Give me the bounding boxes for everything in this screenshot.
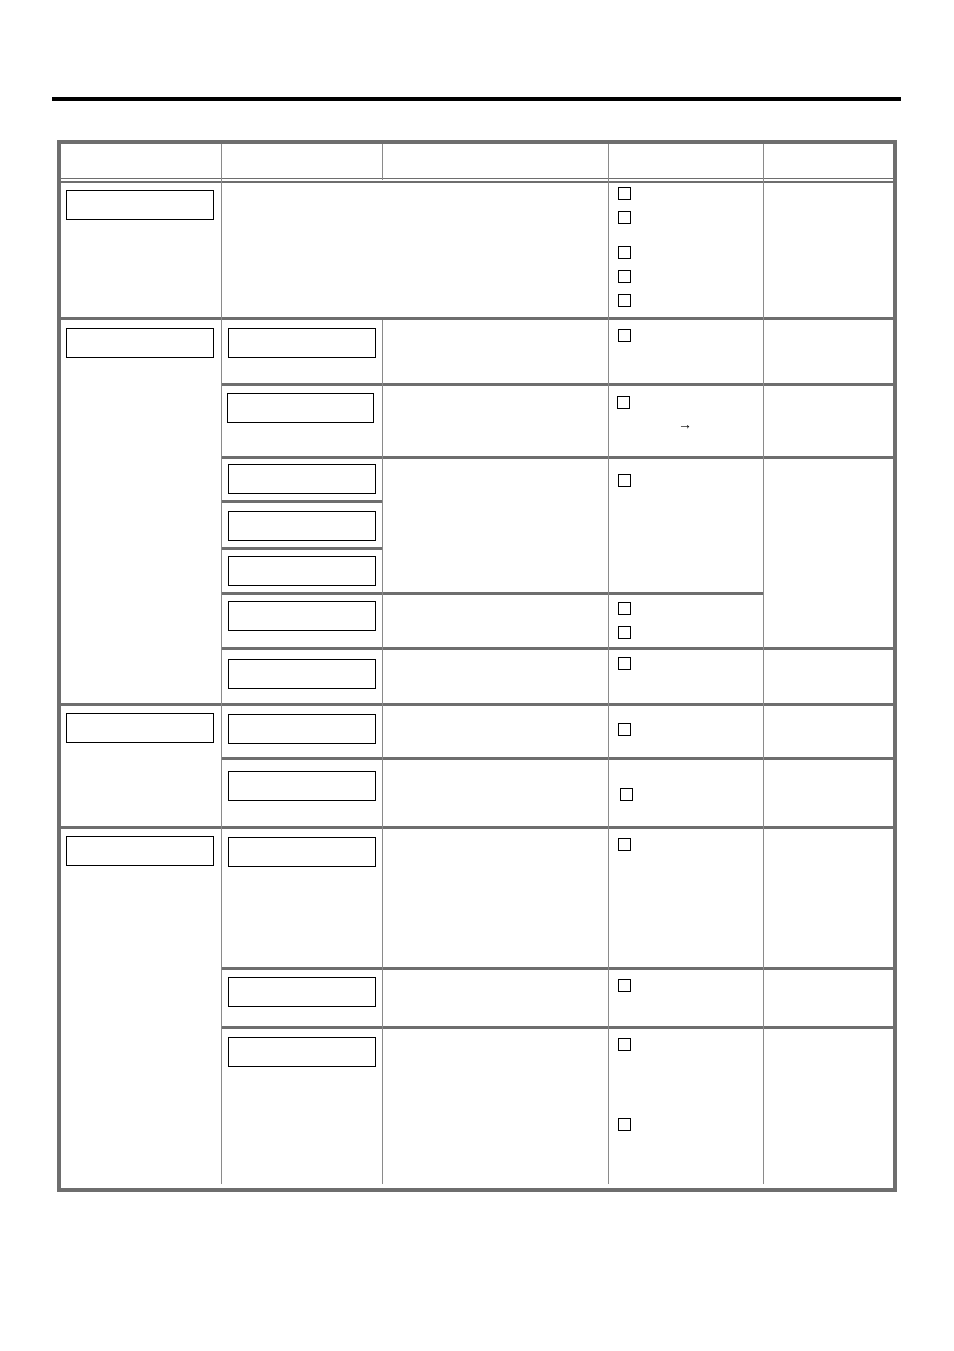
item-label-box [228, 1037, 376, 1067]
item-label-box [228, 601, 376, 631]
item-label-box [228, 659, 376, 689]
header-separator [61, 178, 893, 179]
checkbox-icon[interactable] [618, 211, 631, 224]
column-divider [382, 320, 383, 1184]
row-separator [61, 317, 893, 320]
subrow-separator [222, 547, 383, 550]
checkbox-icon[interactable] [618, 602, 631, 615]
item-label-box [228, 464, 376, 494]
item-label-box [228, 977, 376, 1007]
checkbox-icon[interactable] [618, 1118, 631, 1131]
section-label-box [66, 328, 214, 358]
item-label-box [228, 556, 376, 586]
checkbox-icon[interactable] [618, 1038, 631, 1051]
column-divider [382, 144, 383, 180]
item-label-box [228, 837, 376, 867]
item-label-box [228, 511, 376, 541]
checkbox-icon[interactable] [617, 396, 630, 409]
item-label-box [227, 393, 374, 423]
checkbox-icon[interactable] [618, 246, 631, 259]
arrow-right-icon: → [678, 416, 692, 432]
checkbox-icon[interactable] [618, 838, 631, 851]
item-label-box [228, 771, 376, 801]
row-separator [61, 826, 893, 829]
column-divider [221, 144, 222, 1184]
subrow-separator [222, 647, 893, 650]
checkbox-icon[interactable] [618, 723, 631, 736]
checkbox-icon[interactable] [618, 187, 631, 200]
section-label-box [66, 836, 214, 866]
subrow-separator [222, 1026, 893, 1029]
subrow-separator [222, 967, 893, 970]
subrow-separator [222, 383, 893, 386]
checkbox-icon[interactable] [618, 657, 631, 670]
subrow-separator [222, 456, 893, 459]
item-label-box [228, 328, 376, 358]
column-divider [608, 144, 609, 1184]
column-divider [763, 144, 764, 1184]
checkbox-icon[interactable] [618, 626, 631, 639]
checkbox-icon[interactable] [620, 788, 633, 801]
subrow-separator [222, 500, 383, 503]
checkbox-icon[interactable] [618, 294, 631, 307]
checkbox-icon[interactable] [618, 474, 631, 487]
header-separator [61, 181, 893, 183]
checkbox-icon[interactable] [618, 329, 631, 342]
row-separator [61, 703, 893, 706]
checkbox-icon[interactable] [618, 270, 631, 283]
section-label-box [66, 713, 214, 743]
item-label-box [228, 714, 376, 744]
subrow-separator [222, 592, 763, 595]
checkbox-icon[interactable] [618, 979, 631, 992]
section-label-box [66, 190, 214, 220]
form-table [57, 140, 897, 1192]
header-rule [52, 97, 901, 101]
subrow-separator [222, 757, 893, 760]
